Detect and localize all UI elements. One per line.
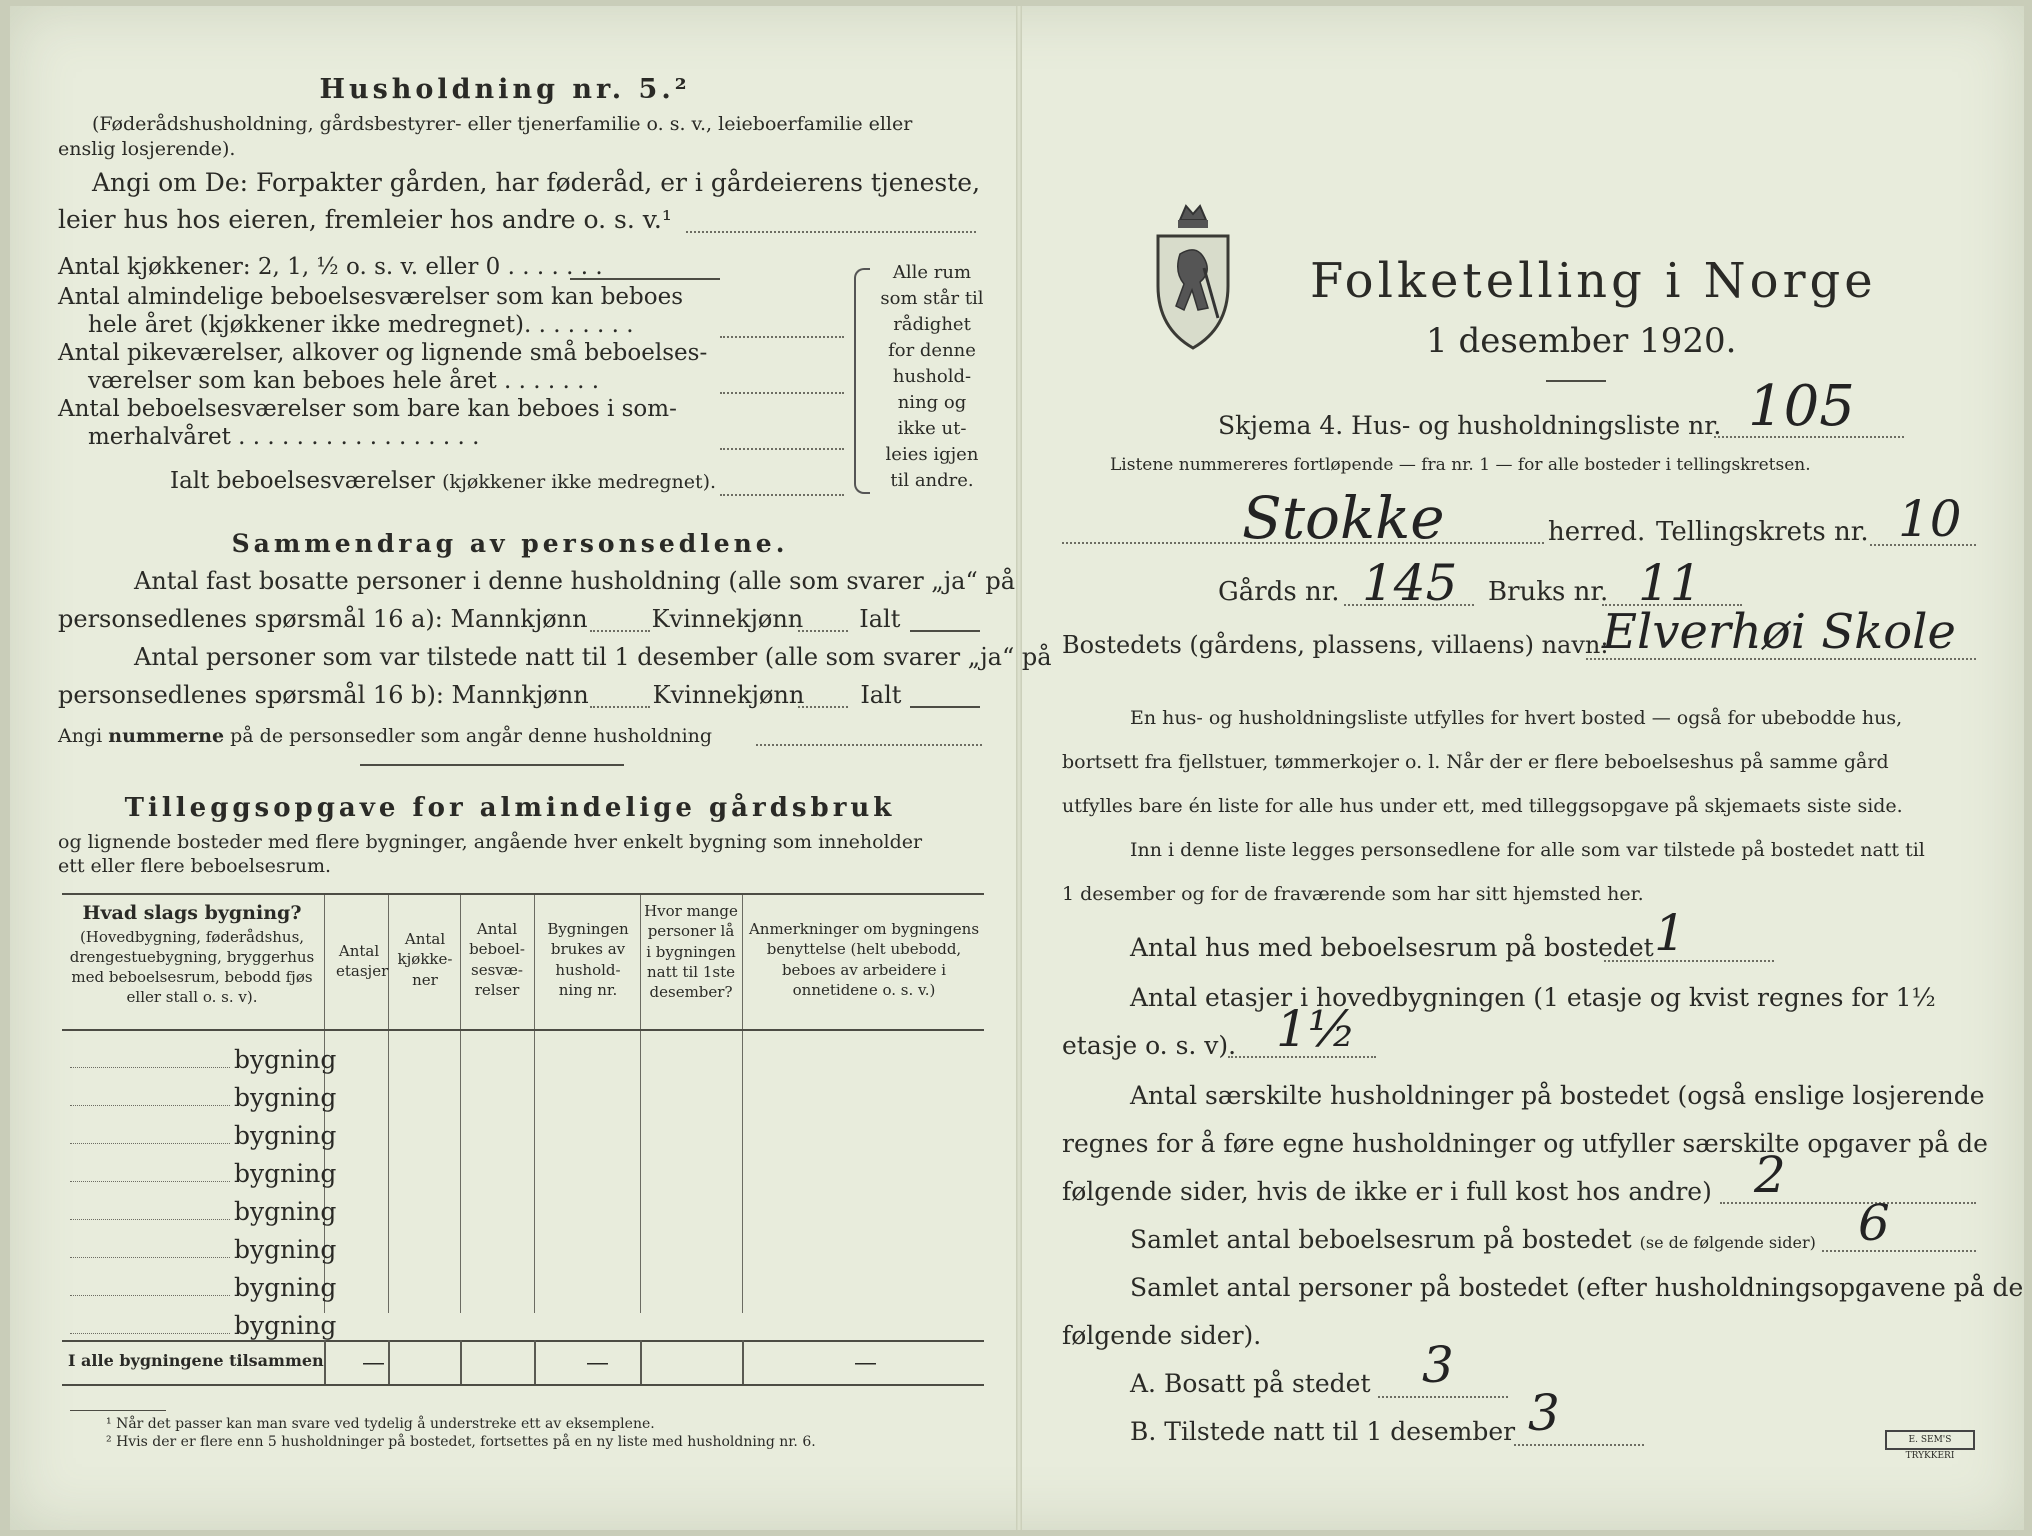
table-total-label: I alle bygningene tilsammen [68,1351,324,1370]
side-note-line: for denne [888,340,976,361]
left-page [10,6,1052,1530]
q-households-line2: regnes for å føre egne husholdninger og utfyller særskilte opgaver på de [1062,1129,1988,1158]
table-total-divider [460,1340,462,1384]
side-note-line: ikke ut- [897,418,967,439]
bosted-value: Elverhøi Skole [1602,604,1956,660]
herred-label: herred. [1548,517,1646,547]
total-answer-line [720,494,844,496]
table-row [62,1155,984,1193]
table-row [62,1079,984,1117]
krets-value: 10 [1898,490,1962,548]
q-floors-value: 1½ [1276,1000,1357,1058]
table-bottom-rule [62,1384,984,1386]
summary-a-line1: Antal fast bosatte personer i denne husholdning (alle som svarer „ja“ på [134,567,1016,595]
instruction-1: En hus- og husholdningsliste utfylles for hvert bosted — også for ubebodde hus, [1130,707,1903,729]
title-divider [1546,380,1606,382]
census-date: 1 desember 1920. [1426,321,1737,361]
side-note-line: rådighet [893,314,971,335]
table-row [62,1231,984,1269]
building-name-line [70,1295,230,1296]
angi-line2: leier hus hos eieren, fremleier hos andre o. s. v.¹ [58,205,672,234]
summary-title: Sammendrag av personsedlene. [231,529,789,558]
building-name-line [70,1105,230,1106]
side-note-line: leies igjen [885,444,979,465]
norway-coat-of-arms-icon [1150,198,1236,354]
maid-answer-line [720,392,844,394]
q-rooms-value: 6 [1858,1194,1890,1252]
table-total-divider [742,1340,744,1384]
instruction-2: bortsett fra fjellstuer, tømmerkojer o. l. Når der er flere beboelseshus på samme gård [1062,751,1889,773]
summary-b-ialt-line [910,706,980,708]
summary-b-line2 [58,682,901,710]
gards-label: Gårds nr. [1218,577,1340,607]
footnote-rule [70,1410,166,1411]
building-name-line [70,1219,230,1220]
krets-label: Tellingskrets nr. [1656,517,1869,547]
numbers-line [58,726,712,748]
table-row [62,1193,984,1231]
side-note-line: Alle rum [892,262,972,283]
summary-b-kvinne-line [798,706,848,708]
q-floors-line2: etasje o. s. v). [1062,1031,1237,1060]
instruction-5: 1 desember og for de fraværende som har sitt hjemsted her. [1062,883,1644,905]
q-houses-value: 1 [1654,904,1686,962]
right-page [1032,6,2024,1530]
side-note-line: som står til [880,288,984,309]
numbers-bold: nummerne [108,725,225,747]
side-note [872,260,992,494]
summary-a-mann: personsedlenes spørsmål 16 a): Mannkjønn [58,605,588,633]
rooms-total-label: Ialt beboelsesværelser [170,468,435,494]
a-resident-answer-line [1378,1396,1508,1398]
table-total-dash: — [854,1350,877,1376]
rooms-brace [854,268,870,494]
table-header-household-nr: Bygningen brukes av hushold-ning nr. [547,920,629,999]
building-row-label: bygning [234,1121,337,1150]
a-resident-label: A. Bosatt på stedet [1130,1369,1371,1398]
summary-b-kvinne: Kvinnekjønn [652,681,805,709]
summary-a-mann-line [590,630,650,632]
rooms-summer-1: Antal beboelsesværelser som bare kan beboes i som- [58,396,677,422]
schema-number-value: 105 [1748,374,1855,439]
b-present-label: B. Tilstede natt til 1 desember [1130,1417,1516,1446]
herred-value: Stokke [1242,484,1445,552]
numbers-answer-line [756,744,982,746]
schema-line: Skjema 4. Hus- og husholdningsliste nr. [1218,411,1722,440]
table-total-top-rule [62,1340,984,1342]
q-rooms-note: (se de følgende sider) [1639,1233,1816,1252]
b-present-value: 3 [1528,1384,1560,1442]
building-row-label: bygning [234,1235,337,1264]
table-total-dash: — [586,1350,609,1376]
table-row [62,1269,984,1307]
summary-a-kvinne: Kvinnekjønn [651,605,804,633]
q-rooms-label: Samlet antal beboelsesrum på bostedet [1130,1225,1632,1254]
rooms-summer-2: merhalvåret . . . . . . . . . . . . . . . . . [88,424,480,450]
household-note-line2: enslig losjerende). [58,138,236,160]
table-header-building-type [66,901,318,1008]
supplement-line2: ett eller flere beboelsesrum. [58,855,332,877]
q-floors-line1: Antal etasjer i hovedbygningen (1 etasje og kvist regnes for 1½ [1130,983,1936,1012]
rooms-maid-1: Antal pikeværelser, alkover og lignende små beboelses- [58,340,708,366]
building-table [62,893,984,1340]
household-title: Husholdning nr. 5.² [319,74,691,105]
supplement-line1: og lignende bosteder med flere bygninger, angående hver enkelt bygning som inneholder [58,831,923,853]
b-present-answer-line [1514,1444,1644,1446]
summary-b-ialt: Ialt [860,681,902,709]
side-note-line: ning og [897,392,967,413]
building-name-line [70,1257,230,1258]
table-header-rule [62,1029,984,1031]
q-persons-line1: Samlet antal personer på bostedet (efter husholdningsopgavene på de [1130,1273,2024,1302]
summary-a-ialt: Ialt [859,605,901,633]
q-houses-answer-line [1604,960,1774,962]
table-header-kitchens: Antal kjøkke-ner [397,930,453,989]
q-houses-label: Antal hus med beboelsesrum på bostedet [1130,933,1654,962]
table-header-building-title: Hvad slags bygning? [82,902,302,924]
instruction-3: utfylles bare én liste for alle hus under ett, med tilleggsopgave på skjemaets siste side. [1062,795,1903,817]
building-row-label: bygning [234,1311,337,1340]
summary-a-ialt-line [910,630,980,632]
footnote-1: ¹ Når det passer kan man svare ved tydelig å understreke ett av eksemplene. [106,1416,655,1432]
bruks-label: Bruks nr. [1488,577,1609,607]
table-row [62,1041,984,1079]
rooms-maid-2: værelser som kan beboes hele året . . . . . . . [88,368,600,394]
summary-b-mann: personsedlenes spørsmål 16 b): Mannkjønn [58,681,589,709]
summary-b-line1: Antal personer som var tilstede natt til 1 desember (alle som svarer „ja“ på [134,643,1052,671]
q-persons-line2: følgende sider). [1062,1321,1262,1350]
a-resident-value: 3 [1422,1336,1454,1394]
numbering-note: Listene nummereres fortløpende — fra nr. 1 — for alle bosteder i tellingskretsen. [1110,455,1811,475]
numbers-rest: på de personsedler som angår denne husholdning [230,725,713,747]
household-note-line1: (Føderådshusholdning, gårdsbestyrer- eller tjenerfamilie o. s. v., leieboerfamilie eller [92,113,913,135]
building-row-label: bygning [234,1273,337,1302]
table-total-divider [640,1340,642,1384]
building-name-line [70,1181,230,1182]
table-header-rooms: Antal beboel-sesvæ-relser [469,920,525,999]
summary-a-kvinne-line [798,630,848,632]
gards-value: 145 [1362,554,1458,612]
summary-a-line2 [58,606,900,634]
rooms-ordinary-1: Antal almindelige beboelsesværelser som kan beboes [58,284,684,310]
bosted-label: Bostedets (gårdens, plassens, villaens) navn: [1062,631,1609,659]
table-total-divider [324,1340,326,1384]
table-total-divider [534,1340,536,1384]
q-households-line3: følgende sider, hvis de ikke er i full kost hos andre) [1062,1177,1712,1206]
table-total-divider [388,1340,390,1384]
supplement-title: Tilleggsopgave for almindelige gårdsbruk [124,793,896,823]
table-header-building-sub: (Hovedbygning, føderådshus, drengestuebygning, bryggerhus med beboelsesrum, bebodd fjøs eller stall o. s. v). [69,927,315,1007]
rooms-total [170,468,716,494]
rooms-kitchens: Antal kjøkkener: 2, 1, ½ o. s. v. eller 0 . . . . . . . [58,254,603,280]
building-name-line [70,1333,230,1334]
side-note-line: hushold- [892,366,972,387]
summer-answer-line [720,448,844,450]
rooms-ordinary-2: hele året (kjøkkener ikke medregnet). . . . . . . . [88,312,634,338]
building-name-line [70,1067,230,1068]
ordinary-answer-line [720,336,844,338]
section-divider [360,764,624,766]
q-households-value: 2 [1754,1146,1786,1204]
kitchens-answer-line [570,278,720,280]
table-row [62,1117,984,1155]
summary-b-mann-line [590,706,650,708]
table-header-remarks: Anmerkninger om bygningens benyttelse (helt ubebodd, beboes av arbeidere i onnetidene o. s. v.) [748,920,980,999]
building-row-label: bygning [234,1159,337,1188]
side-note-line: til andre. [890,470,974,491]
instruction-4: Inn i denne liste legges personsedlene for alle som var tilstede på bostedet natt til [1130,839,1925,861]
numbers-prefix: Angi [58,725,103,747]
table-header-persons: Hvor mange personer lå i bygningen natt til 1ste desember? [644,902,738,1001]
rooms-total-note: (kjøkkener ikke medregnet). [442,471,717,493]
q-rooms-line [1130,1226,1816,1255]
building-name-line [70,1143,230,1144]
q-households-line1: Antal særskilte husholdninger på bostedet (også enslige losjerende [1130,1081,1985,1110]
census-title: Folketelling i Norge [1310,253,1877,309]
footnote-2: ² Hvis der er flere enn 5 husholdninger på bostedet, fortsettes på en ny liste med husholdning nr. 6. [106,1434,816,1450]
table-total-dash: — [362,1350,385,1376]
building-row-label: bygning [234,1083,337,1112]
printer-stamp: E. SEM'S TRYKKERI [1885,1430,1975,1450]
table-header-floors: Antal etasjer [336,942,389,981]
building-row-label: bygning [234,1045,337,1074]
angi-answer-line [686,231,976,233]
q-rooms-answer-line [1822,1250,1976,1252]
bruks-value: 11 [1638,554,1702,612]
angi-line1: Angi om De: Forpakter gården, har føderåd, er i gårdeierens tjeneste, [92,168,981,197]
building-row-label: bygning [234,1197,337,1226]
